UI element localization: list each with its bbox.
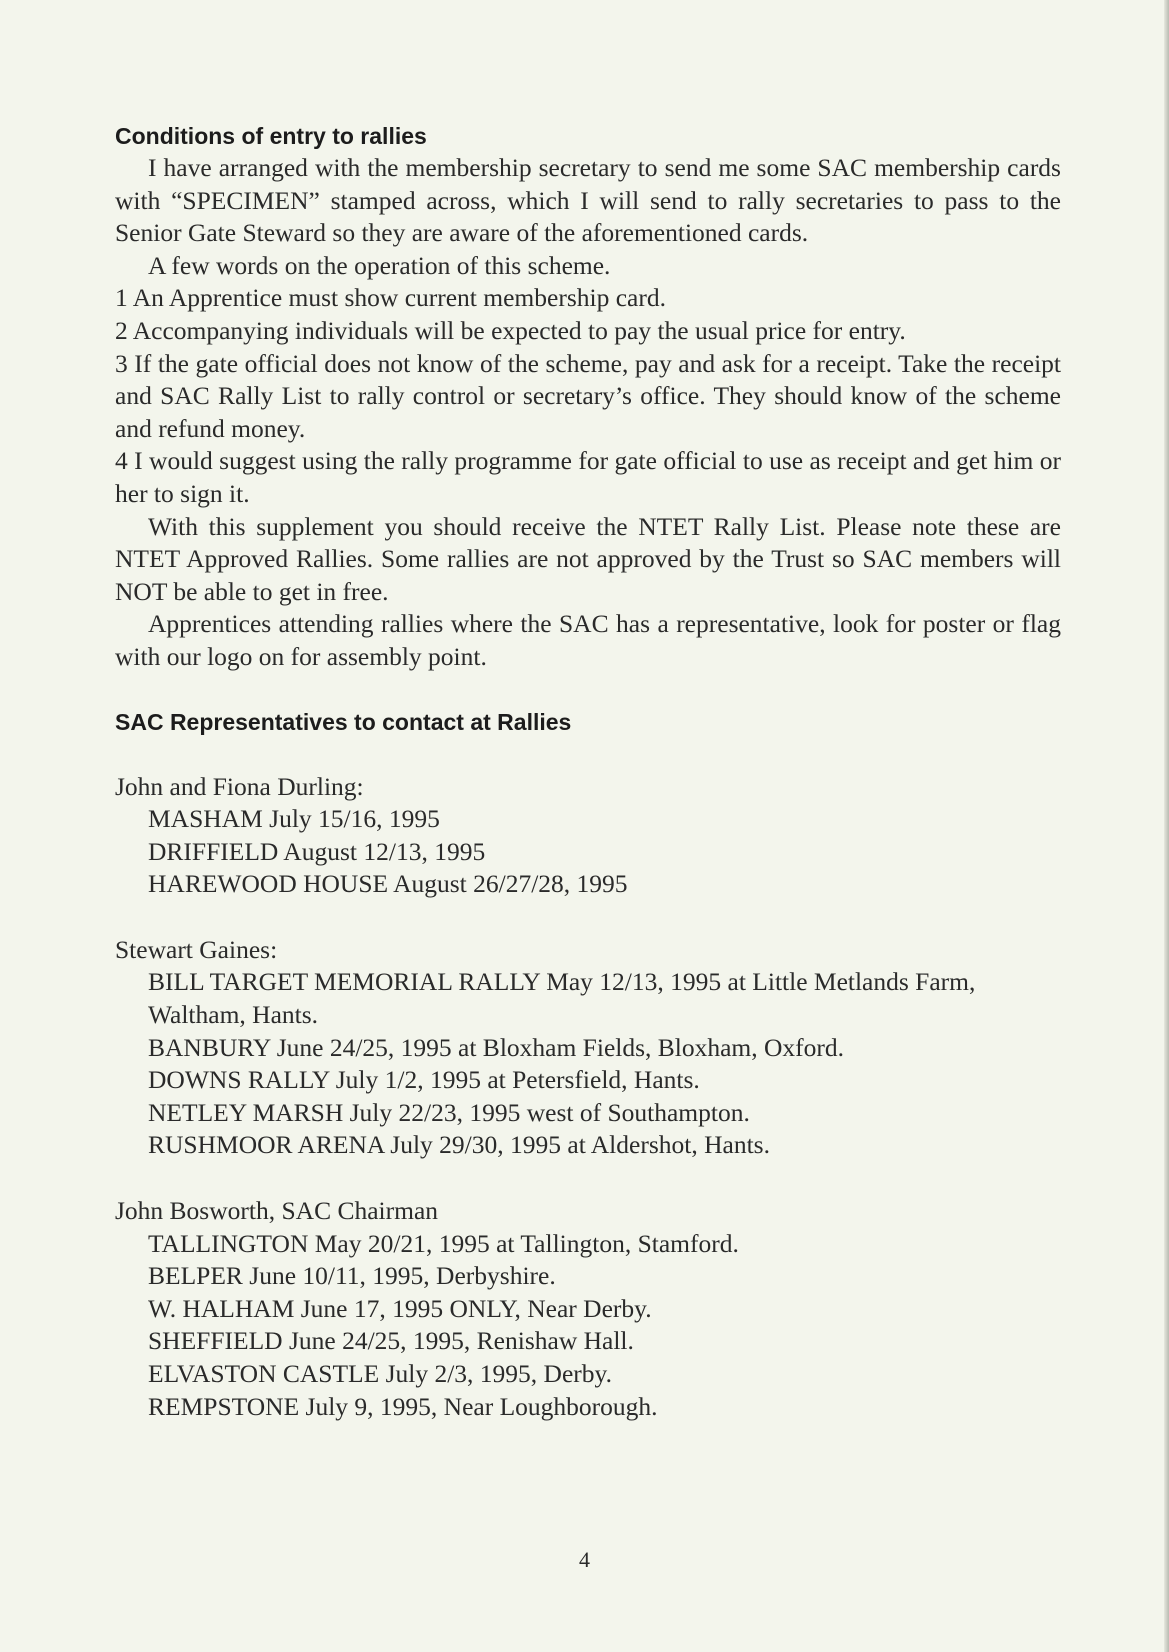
rally-list xyxy=(115,1228,1061,1424)
rally-entry: REMPSTONE July 9, 1995, Near Loughborough. xyxy=(148,1391,658,1421)
representative-group xyxy=(115,1195,1061,1423)
representative-group xyxy=(115,771,1061,901)
document-page xyxy=(115,120,1061,1423)
rally-entry: DRIFFIELD August 12/13, 1995 xyxy=(148,836,486,866)
rally-entry: BELPER June 10/11, 1995, Derbyshire. xyxy=(148,1261,556,1291)
rally-list xyxy=(115,966,1061,1162)
rally-entry: NETLEY MARSH July 22/23, 1995 west of Southampton. xyxy=(148,1097,750,1127)
rally-entry: TALLINGTON May 20/21, 1995 at Tallington, Stamford. xyxy=(148,1228,739,1258)
representatives-section xyxy=(115,706,1061,1424)
page-edge xyxy=(1164,0,1169,1652)
conditions-section xyxy=(115,120,1061,674)
conditions-rule-4: 4 I would suggest using the rally programme for gate official to use as receipt and get him or her to sign it. xyxy=(115,446,1061,508)
rally-entry: HAREWOOD HOUSE August 26/27/28, 1995 xyxy=(148,869,628,899)
conditions-paragraph: I have arranged with the membership secretary to send me some SAC membership cards with “SPECIMEN” stamped across, which I will send to rally secretaries to pass to the Senior Gate Steward so they are aware of the aforementioned cards. xyxy=(115,153,1061,248)
rally-entry: SHEFFIELD June 24/25, 1995, Renishaw Hall. xyxy=(148,1326,634,1356)
conditions-paragraph: Apprentices attending rallies where the SAC has a representative, look for poster or flag with our logo on for assembly point. xyxy=(115,609,1061,671)
rally-entry: ELVASTON CASTLE July 2/3, 1995, Derby. xyxy=(148,1359,612,1388)
rally-entry: MASHAM July 15/16, 1995 xyxy=(148,804,440,834)
rally-entry: DOWNS RALLY July 1/2, 1995 at Petersfield, Hants. xyxy=(148,1065,700,1095)
conditions-rule-1: 1 An Apprentice must show current membership card. xyxy=(115,283,666,313)
representative-name: Stewart Gaines: xyxy=(115,934,278,964)
conditions-rule-3: 3 If the gate official does not know of the scheme, pay and ask for a receipt. Take the receipt and SAC Rally List to rally control or secretary’s office. They should know of the scheme and refund money. xyxy=(115,348,1061,443)
representative-name: John Bosworth, SAC Chairman xyxy=(115,1196,439,1226)
representative-group xyxy=(115,934,1061,1162)
rally-entry: RUSHMOOR ARENA July 29/30, 1995 at Aldershot, Hants. xyxy=(148,1130,770,1160)
representatives-heading: SAC Representatives to contact at Rallies xyxy=(115,708,572,735)
conditions-rule-2: 2 Accompanying individuals will be expected to pay the usual price for entry. xyxy=(115,315,906,345)
conditions-heading: Conditions of entry to rallies xyxy=(115,123,427,149)
conditions-paragraph: A few words on the operation of this scheme. xyxy=(148,250,611,280)
page-number: 4 xyxy=(579,1547,590,1572)
rally-list xyxy=(115,803,1061,901)
rally-entry: W. HALHAM June 17, 1995 ONLY, Near Derby. xyxy=(148,1293,652,1323)
representative-name: John and Fiona Durling: xyxy=(115,771,364,801)
rally-entry: BANBURY June 24/25, 1995 at Bloxham Fields, Bloxham, Oxford. xyxy=(148,1032,845,1062)
conditions-paragraph: With this supplement you should receive the NTET Rally List. Please note these are NTET Approved Rallies. Some rallies are not approved by the Trust so SAC members will NOT be able to get in free. xyxy=(115,511,1061,606)
rally-entry: BILL TARGET MEMORIAL RALLY May 12/13, 1995 at Little Metlands Farm, Waltham, Hants. xyxy=(148,967,976,1030)
